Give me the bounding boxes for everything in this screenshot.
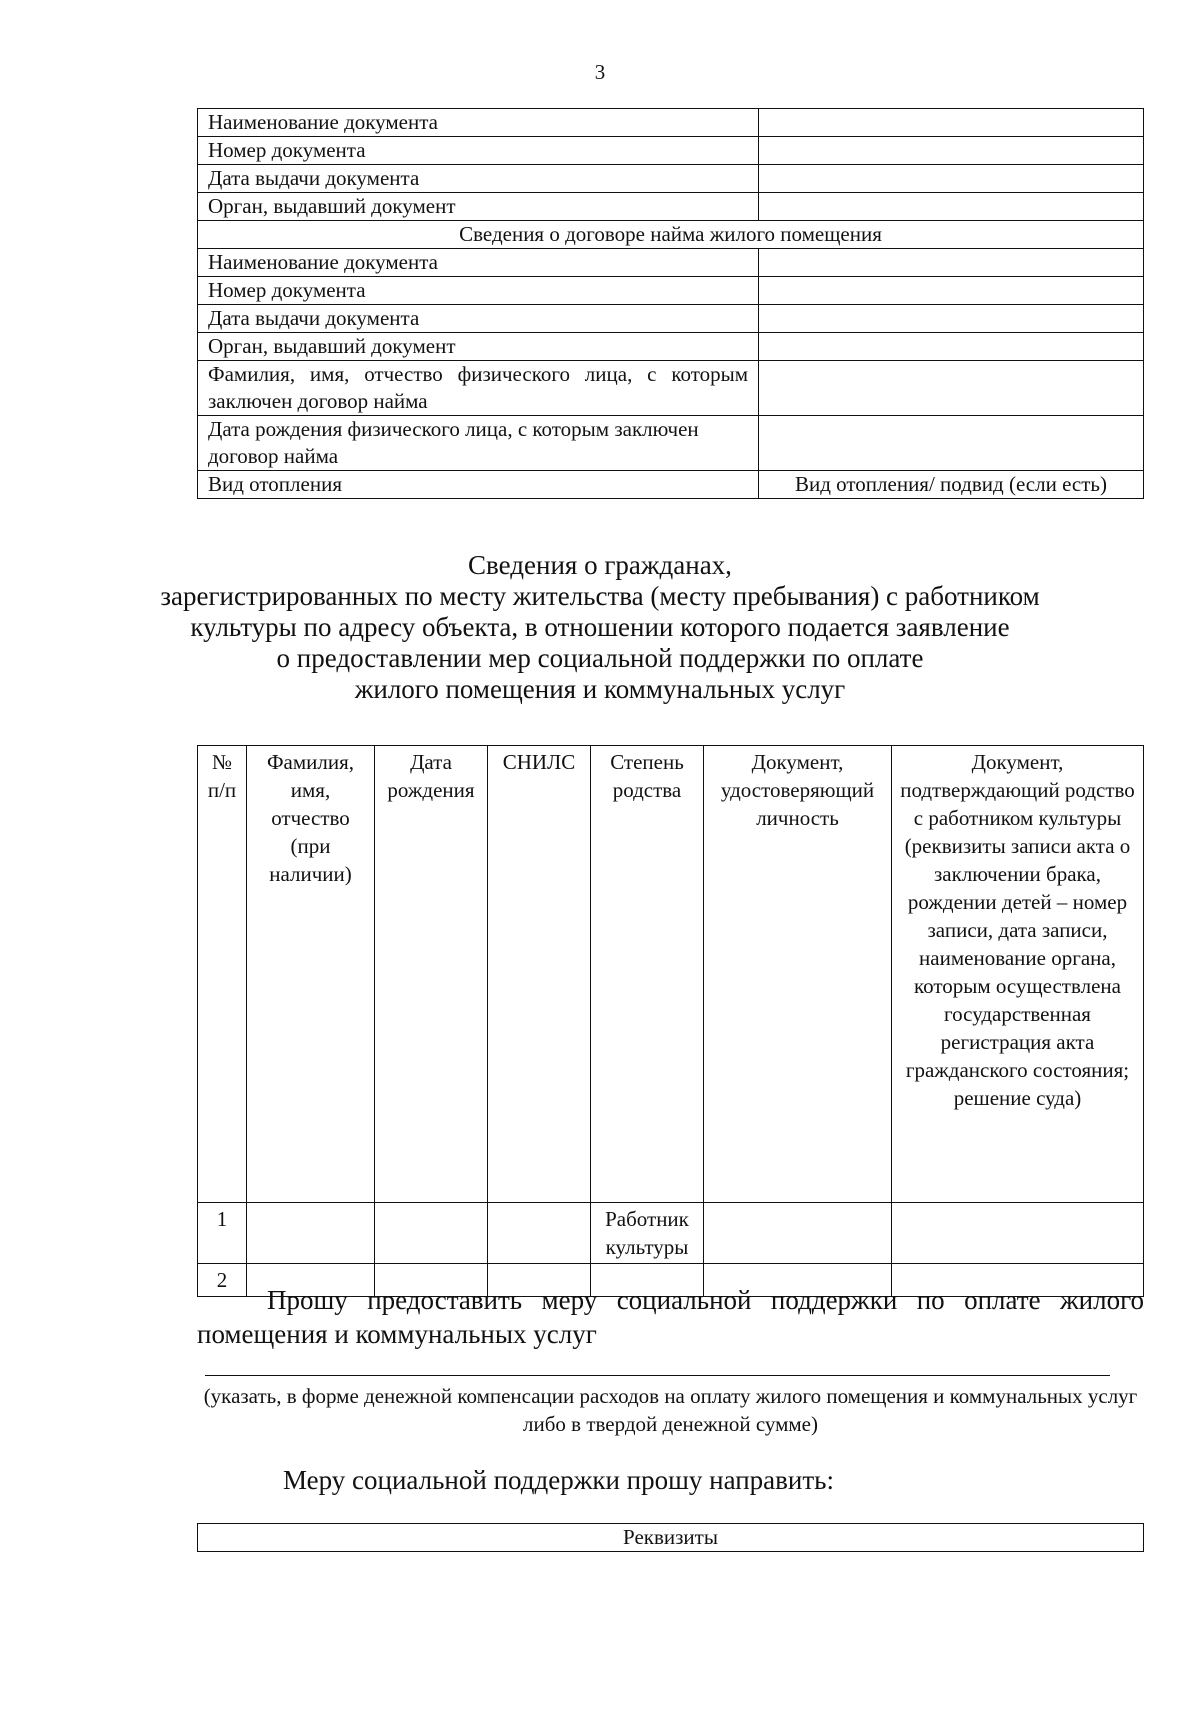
table-row	[198, 193, 1144, 221]
row-label: Номер документа	[198, 137, 759, 165]
row-label: Орган, выдавший документ	[198, 333, 759, 361]
requisites-table	[197, 1523, 1144, 1552]
value-field[interactable]	[759, 249, 1144, 277]
table-cell[interactable]	[247, 1203, 375, 1264]
value-field[interactable]	[759, 416, 1144, 471]
row-label: Наименование документа	[198, 109, 759, 137]
value-field[interactable]	[759, 361, 1144, 416]
column-header: СНИЛС	[488, 746, 591, 1203]
heading-line: о предоставлении мер социальной поддержки по оплате	[276, 643, 924, 673]
column-header: Документ, подтверждающий родство с работником культуры (реквизиты записи акта о заключении брака, рождении детей – номер записи, дата записи, наименование органа, которым осуществлена государственная регистрация акта гражданского состояния; решение суда)	[892, 746, 1144, 1203]
table-row	[198, 333, 1144, 361]
citizens-table	[197, 745, 1144, 1297]
table-header-row	[198, 746, 1144, 1203]
value-field[interactable]	[759, 165, 1144, 193]
row-label: Номер документа	[198, 277, 759, 305]
citizens-heading	[0, 550, 1200, 705]
row-number: 1	[198, 1203, 247, 1264]
row-label: Дата рождения физического лица, с которым заключен договор найма	[198, 416, 759, 471]
request-fill-line[interactable]	[205, 1375, 1110, 1376]
row-label: Орган, выдавший документ	[198, 193, 759, 221]
table-cell[interactable]	[488, 1203, 591, 1264]
lease-section-title: Сведения о договоре найма жилого помещения	[198, 221, 1144, 249]
heading-line: зарегистрированных по месту жительства (месту пребывания) с работником	[160, 581, 1040, 611]
table-row	[198, 471, 1144, 499]
value-field[interactable]	[759, 305, 1144, 333]
column-header: Документ, удостоверяющий личность	[704, 746, 892, 1203]
value-field[interactable]	[759, 109, 1144, 137]
value-field[interactable]	[759, 193, 1144, 221]
table-cell[interactable]	[375, 1203, 488, 1264]
table-cell[interactable]	[704, 1203, 892, 1264]
section-row	[198, 221, 1144, 249]
table-cell[interactable]	[892, 1203, 1144, 1264]
row-label: Фамилия, имя, отчество физического лица, с которым заключен договор найма	[198, 361, 759, 416]
row-label: Вид отопления	[198, 471, 759, 499]
request-note: (указать, в форме денежной компенсации расходов на оплату жилого помещения и коммунальных услуг либо в твердой денежной сумме)	[203, 1384, 1138, 1436]
table-row	[198, 165, 1144, 193]
column-header: Степень родства	[591, 746, 704, 1203]
document-info-table	[197, 108, 1144, 499]
heading-line: культуры по адресу объекта, в отношении которого подается заявление	[190, 612, 1010, 642]
heading-line: Сведения о гражданах,	[468, 550, 732, 580]
relation-cell: Работник культуры	[591, 1203, 704, 1264]
request-text: Прошу предоставить меру социальной поддержки по оплате жилого помещения и коммунальных услуг	[197, 1285, 1144, 1349]
direct-text: Меру социальной поддержки прошу направить:	[283, 1465, 834, 1495]
value-field[interactable]	[759, 333, 1144, 361]
row-label: Дата выдачи документа	[198, 165, 759, 193]
value-field[interactable]	[759, 277, 1144, 305]
table-row	[198, 137, 1144, 165]
request-paragraph	[197, 1283, 1144, 1351]
table-row	[198, 305, 1144, 333]
column-header: № п/п	[198, 746, 247, 1203]
heating-value: Вид отопления/ подвид (если есть)	[759, 471, 1144, 499]
table-row	[198, 109, 1144, 137]
row-label: Наименование документа	[198, 249, 759, 277]
requisites-label: Реквизиты	[198, 1524, 1144, 1552]
column-header: Дата рождения	[375, 746, 488, 1203]
table-row	[198, 1524, 1144, 1552]
row-label: Дата выдачи документа	[198, 305, 759, 333]
value-field[interactable]	[759, 137, 1144, 165]
table-row	[198, 277, 1144, 305]
table-row	[198, 249, 1144, 277]
table-row	[198, 1203, 1144, 1264]
table-row	[198, 416, 1144, 471]
heading-line: жилого помещения и коммунальных услуг	[354, 674, 846, 704]
column-header: Фамилия, имя, отчество (при наличии)	[247, 746, 375, 1203]
table-row	[198, 361, 1144, 416]
page-number: 3	[594, 60, 606, 84]
row-number: 2	[198, 1264, 247, 1297]
